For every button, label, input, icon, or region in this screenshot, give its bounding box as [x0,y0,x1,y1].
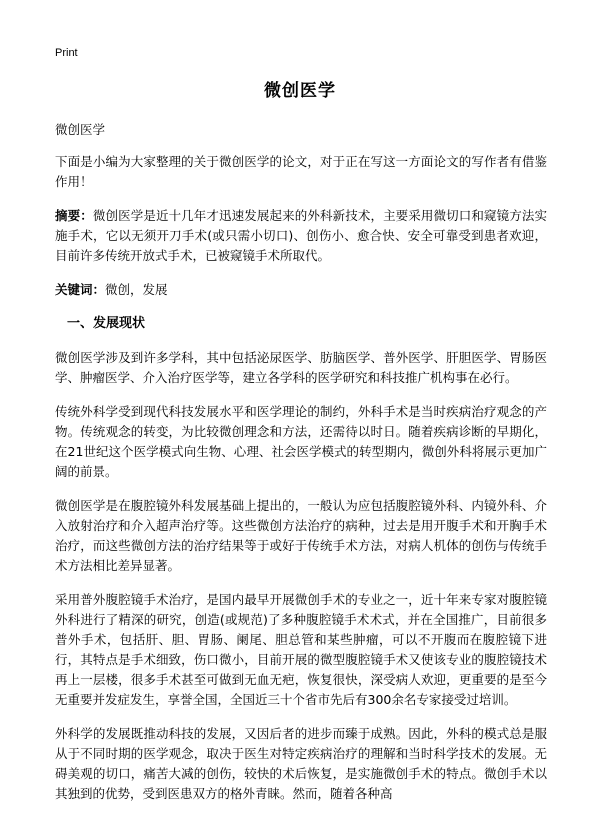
body-paragraph-1: 微创医学涉及到许多学科，其中包括泌尿医学、肪脑医学、普外医学、肝胆医学、胃肠医学、肿瘤医学、介入治疗医学等，建立各学科的医学研究和科技推广机构事在必行。 [55,350,547,385]
abstract-text: 微创医学是近十几年才迅速发展起来的外科新技术，主要采用微切口和窥镜方法实施手术，它以无须开刀手术(或只需小切口)、创伤小、愈合快、安全可靠受到患者欢迎，目前许多传统开放式手术，已被窥镜手术所取代。 [55,208,547,263]
body-paragraph-4: 采用普外腹腔镜手术治疗，是国内最早开展微创手术的专业之一，近十年来专家对腹腔镜外科进行了精深的研究，创造(或规范)了多种腹腔镜手术术式，并在全国推广，目前很多普外手术，包括肝、胆、胃肠、阑尾、胆总管和某些肿瘤，可以不开腹而在腹腔镜下进行，其特点是手术细致，伤口微小，目前开展的微型腹腔镜手术又使该专业的腹腔镜技术再上一层楼，很多手术甚至可做到无血无疤，恢复很快，深受病人欢迎，更重要的是至今无重要并发症发生，享誉全国，全国近三十个省市先后有300余名专家接受过培训。 [55,592,547,707]
keywords-paragraph [55,280,547,300]
keywords-text: 微创，发展 [105,282,168,297]
body-paragraph-5: 外科学的发展既推动科技的发展，又因后者的进步而臻于成熟。因此，外科的模式总是服从于不同时期的医学观念，取决于医生对特定疾病治疗的理解和当时科学技术的发展。无碍美观的切口，痛苦大减的创伤，较快的术后恢复，是实施微创手术的特点。微创手术以其独到的优势，受到医患双方的格外青睐。然而，随着各种高 [55,726,547,801]
abstract-label: 摘要： [55,208,93,223]
document-title: 微创医学 [264,81,336,101]
document-body [55,120,547,818]
print-link[interactable]: Print [55,47,78,59]
keywords-label: 关键词： [55,282,106,297]
section-heading: 一、发展现状 [67,316,146,331]
intro-paragraph: 下面是小编为大家整理的关于微创医学的论文，对于正在写这一方面论文的写作者有借鉴作用！ [55,154,547,189]
abstract-paragraph [55,206,547,266]
body-paragraph-3: 微创医学是在腹腔镜外科发展基础上提出的，一般认为应包括腹腔镜外科、内镜外科、介入放射治疗和介入超声治疗等。这些微创方法治疗的病种，过去是用开腹手术和开胸手术治疗，而这些微创方法的治疗结果等于或好于传统手术方法，对病人机体的创伤与传统手术方法相比差异显著。 [55,498,547,573]
document-subtitle: 微创医学 [55,122,106,137]
body-paragraph-2: 传统外科学受到现代科技发展水平和医学理论的制约，外科手术是当时疾病治疗观念的产物。传统观念的转变，为比较微创理念和方法，还需待以时日。随着疾病诊断的早期化，在21世纪这个医学模式向生物、心理、社会医学模式的转型期内，微创外科将展示更加广阔的前景。 [55,404,547,479]
